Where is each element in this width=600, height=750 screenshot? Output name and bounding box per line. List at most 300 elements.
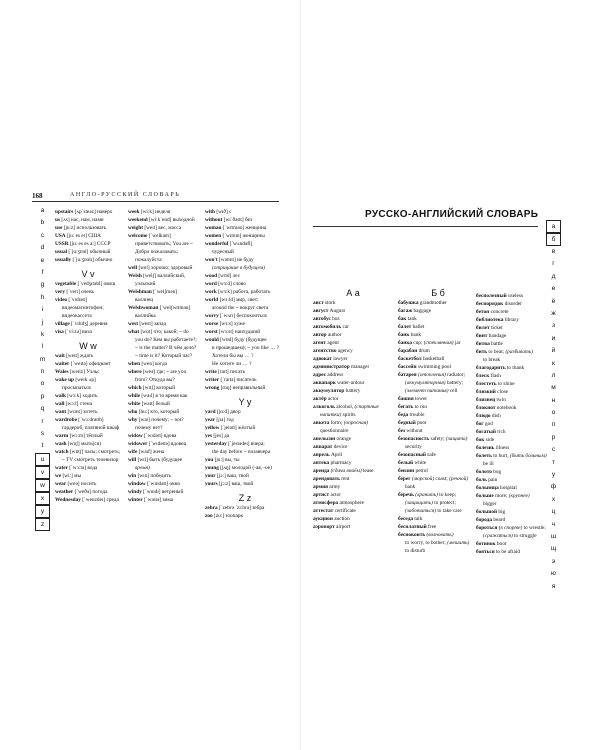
translation: [ˈvedʒɪtəbl] овощ: [76, 281, 116, 287]
headword: бинт: [476, 333, 488, 339]
dictionary-entry: [398, 371, 478, 379]
headword: алкоголь: [313, 404, 335, 410]
dictionary-entry: [205, 272, 285, 280]
translation: [jɪə] год: [215, 417, 234, 423]
translation: to hurt,: [491, 453, 509, 459]
entry-continuation: [398, 547, 478, 555]
dictionary-entry: [398, 467, 478, 475]
dictionary-entry: [128, 232, 200, 240]
usage-note: (элемент питания): [405, 388, 449, 394]
dictionary-entry: [476, 348, 542, 356]
entry-column-1: [55, 208, 121, 504]
translation: more;: [493, 493, 508, 499]
translation: white: [413, 460, 427, 466]
headword: us: [55, 217, 61, 223]
headword: won't: [205, 257, 218, 263]
translation: to run: [413, 404, 428, 410]
headword: агент: [313, 340, 326, 346]
translation: [ju:z] использовать: [62, 225, 107, 231]
translation: [ˈwelʃmən]: [151, 289, 177, 295]
dictionary-entry: [476, 316, 542, 324]
alphabet-tab: з: [551, 322, 556, 330]
dictionary-entry: [398, 451, 478, 459]
translation: to take care: [436, 508, 462, 514]
translation: [wɔ:l] стена: [64, 401, 92, 407]
headword: аэропорт: [313, 524, 335, 530]
entry-continuation: [398, 539, 478, 547]
translation: [weə] где; ~ are you: [141, 369, 187, 375]
dictionary-entry: [128, 368, 200, 376]
usage-note: (аккумуляторная): [405, 380, 446, 386]
headword: больше: [476, 493, 494, 499]
translation: [wɜ:st] наихудший: [217, 329, 261, 335]
translation: beard: [492, 517, 506, 523]
headword: беречь: [398, 492, 414, 498]
usage-note: (защита): [444, 436, 468, 442]
dictionary-entry: [476, 468, 542, 476]
headword: блюдо: [476, 413, 491, 419]
dictionary-entry: [55, 216, 121, 224]
dictionary-entry: [128, 328, 200, 336]
translation: swimming pool: [416, 364, 451, 370]
headword: wardrobe: [55, 417, 77, 423]
usage-note: (заботиться): [405, 508, 437, 514]
translation: [wɪtʃ] который: [141, 385, 176, 391]
translation: bank: [405, 484, 416, 490]
translation: [ʌpˈsteəz] наверх: [73, 209, 113, 215]
entry-column-3: [205, 208, 285, 520]
dictionary-entry: [128, 320, 200, 328]
dictionary-entry: [476, 540, 542, 548]
translation: ~ TV смотреть телевизор: [62, 457, 119, 463]
usage-note: (отрицание в будущем): [212, 265, 265, 271]
translation: [wɜ:d] слово: [216, 281, 246, 287]
translation: car: [341, 324, 349, 330]
translation: radiator;: [445, 372, 466, 378]
entry-continuation: [55, 312, 121, 320]
dictionary-entry: [313, 523, 393, 531]
usage-note: (речной): [447, 476, 469, 482]
dictionary-entry: [313, 331, 393, 339]
translation: [wel] хорошо; здоровый: [137, 265, 193, 271]
headword: автобус: [313, 316, 331, 322]
alphabet-tab: ш: [550, 532, 557, 540]
dictionary-entry: [128, 288, 200, 296]
translation: [hu:] кто, который: [137, 409, 180, 415]
alphabet-tabs-russian: [546, 220, 561, 593]
dictionary-entry: [55, 360, 121, 368]
headword: администратор: [313, 364, 350, 370]
dictionary-entry: [55, 392, 121, 400]
headword: аукцион: [313, 516, 333, 522]
dictionary-entry: [205, 240, 285, 248]
dictionary-entry: [313, 403, 393, 411]
translation: [ˈwɪmɪn] женщины: [221, 233, 265, 239]
dictionary-entry: [205, 368, 285, 376]
alphabet-tab: к: [552, 359, 555, 367]
alphabet-tab: v: [35, 466, 50, 479]
translation: [ˈwʊmən] женщина: [221, 225, 267, 231]
headword: банк: [398, 332, 410, 338]
translation: drum: [417, 348, 430, 354]
dictionary-entry: [205, 328, 285, 336]
dictionary-entry: [313, 323, 393, 331]
entry-continuation: [128, 280, 200, 288]
dictionary-entry: [55, 376, 121, 384]
translation: to break: [483, 357, 501, 363]
headword: wear: [55, 481, 67, 487]
translation: form;: [329, 420, 343, 426]
headword: waiter: [55, 361, 70, 367]
alphabet-tab: с: [551, 446, 556, 454]
headword: берег: [398, 476, 411, 482]
translation: spirits: [341, 412, 356, 418]
dictionary-entry: [398, 515, 478, 523]
headword: болото: [476, 469, 492, 475]
translation: [ˈwɪdəʊ] вдова: [142, 433, 177, 439]
dictionary-entry: [476, 428, 542, 436]
headword: very: [55, 289, 65, 295]
translation: уэльский: [135, 281, 156, 287]
usage-note: (опросная): [342, 420, 368, 426]
translation: [jɔ:z] ваш, твой: [217, 481, 254, 487]
dictionary-entry: [128, 224, 200, 232]
translation: [wɜ:s] хуже: [218, 321, 245, 327]
translation: dish: [490, 413, 501, 419]
dictionary-entry: [476, 372, 542, 380]
headword: video: [55, 297, 68, 303]
headword: Welshwoman: [128, 305, 159, 311]
translation: hospital: [498, 485, 517, 491]
headword: болезнь: [476, 445, 495, 451]
translation: agency: [336, 348, 353, 354]
dictionary-entry: [128, 440, 200, 448]
dictionary-entry: [313, 467, 393, 475]
usage-note: (волновать): [425, 532, 454, 538]
headword: баскетбол: [398, 356, 422, 362]
entry-continuation: [128, 336, 200, 344]
headword: блестеть: [476, 381, 497, 387]
dictionary-entry: [476, 332, 542, 340]
translation: [ˈwʌndəfl]: [228, 241, 253, 247]
translation: [weɪlz] Уэльс: [68, 369, 100, 375]
alphabet-tab: c: [40, 231, 45, 239]
translation: around the ~ вокруг света: [212, 305, 269, 311]
headword: благодарить: [476, 365, 506, 371]
dictionary-entry: [476, 340, 542, 348]
dictionary-entry: [313, 307, 393, 315]
headword: usually: [55, 257, 72, 263]
usage-note: (отопления): [416, 372, 446, 378]
usage-note: (сражаться): [483, 533, 513, 539]
dictionary-entry: [128, 472, 200, 480]
entry-continuation: [476, 356, 542, 364]
translation: Добро пожаловать;: [135, 249, 179, 255]
translation: to be afraid: [494, 549, 521, 555]
headword: wood: [205, 273, 218, 279]
translation: author: [326, 332, 342, 338]
entry-continuation: [128, 376, 200, 384]
alphabet-tab: п: [551, 421, 556, 429]
translation: [ˈwɪdəʊə] вдовец: [147, 441, 187, 447]
dictionary-entry: [398, 331, 478, 339]
headword: world: [205, 297, 219, 303]
dictionary-entry: [55, 248, 121, 256]
dictionary-entry: [128, 360, 200, 368]
translation: ticket: [489, 325, 503, 331]
dictionary-entry: [128, 496, 200, 504]
translation: alcohol,: [334, 404, 354, 410]
translation: [jes] да: [212, 433, 230, 439]
alphabet-tab: e: [40, 256, 45, 264]
dictionary-entry: [205, 376, 285, 384]
translation: airport: [334, 524, 351, 530]
dictionary-entry: [476, 484, 542, 492]
alphabet-tab: g: [40, 281, 45, 289]
entry-continuation: [398, 443, 478, 451]
dictionary-entry: [313, 355, 393, 363]
translation: [ˈwelʃwʊmən]: [158, 305, 191, 311]
header-rule: [32, 201, 279, 202]
translation: library: [503, 317, 519, 323]
translation: [jɑ:d] двор: [215, 409, 241, 415]
dictionary-entry: [128, 448, 200, 456]
translation: actor: [329, 492, 342, 498]
headword: write: [205, 369, 217, 375]
dictionary-entry: [205, 312, 285, 320]
headword: who: [128, 409, 138, 415]
headword: woman: [205, 225, 222, 231]
alphabet-tab: ф: [550, 483, 557, 491]
dictionary-entry: [128, 416, 200, 424]
dictionary-entry: [476, 452, 547, 460]
headword: артист: [313, 492, 330, 498]
translation: to disturb: [405, 548, 426, 554]
entry-continuation: [205, 304, 285, 312]
dictionary-entry: [55, 240, 121, 248]
dictionary-entry: [398, 523, 478, 531]
translation: water-ardour: [335, 380, 365, 386]
translation: free: [426, 524, 437, 530]
headword: близкий: [476, 389, 496, 395]
entry-continuation: [398, 379, 478, 387]
translation: bog: [491, 469, 502, 475]
headword: weight: [128, 225, 144, 231]
headword: библиотека: [476, 317, 504, 323]
entry-column-2: [128, 208, 200, 504]
usage-note: (мешать): [445, 540, 470, 546]
dictionary-entry: [476, 380, 542, 388]
translation: close: [495, 389, 509, 395]
dictionary-entry: [398, 419, 478, 427]
dictionary-entry: [205, 440, 285, 448]
headword: борода: [476, 517, 492, 523]
dictionary-entry: [313, 515, 393, 523]
letter-heading: W w: [79, 341, 97, 351]
translation: without: [405, 428, 423, 434]
dictionary-entry: [476, 412, 542, 420]
dictionary-entry: [128, 392, 200, 400]
translation: [ˈwɪndɪ] ветреный: [141, 489, 184, 495]
translation: side: [484, 437, 495, 443]
translation: pharmacy: [329, 460, 352, 466]
translation: ~ time is it? Который час?: [135, 353, 193, 359]
dictionary-entry: [55, 232, 121, 240]
alphabet-tab: n: [40, 368, 45, 376]
dictionary-entry: [313, 379, 393, 387]
headword: upstairs: [55, 209, 74, 215]
headword: will: [128, 457, 137, 463]
alphabet-tab: p: [40, 392, 45, 400]
translation: [waɪf] жена: [137, 449, 165, 455]
dictionary-entry: [55, 480, 121, 488]
translation: [west] запад: [138, 321, 167, 327]
dictionary-entry: [313, 435, 393, 443]
translation: [wɪn] победить: [136, 473, 172, 479]
alphabet-tab: o: [40, 380, 45, 388]
entry-continuation: [128, 344, 200, 352]
dictionary-entry: [398, 339, 478, 347]
translation: в прошедшем); ~ you like … ?: [212, 345, 280, 351]
headword: wrong: [205, 385, 220, 391]
headword: while: [128, 393, 141, 399]
translation: [wɔ:m] тёплый: [68, 433, 103, 439]
translation: [ˈjeləʊ] жёлтый: [219, 425, 256, 431]
dictionary-entry: [128, 456, 200, 464]
headword: беспокоить: [398, 532, 426, 538]
headword: west: [128, 321, 139, 327]
dictionary-entry: [398, 411, 478, 419]
entry-continuation: [476, 532, 542, 540]
dictionary-entry: [398, 403, 478, 411]
headword: why: [128, 417, 138, 423]
headword: worst: [205, 329, 218, 335]
alphabet-tab: s: [40, 430, 45, 438]
dictionary-entry: [313, 395, 393, 403]
headword: блеск: [476, 373, 490, 379]
usage-note: (сдача внаём): [329, 468, 362, 474]
dictionary-entry: [398, 315, 478, 323]
translation: address: [326, 372, 344, 378]
usage-note: (крупнее): [507, 493, 530, 499]
dictionary-entry: [55, 416, 121, 424]
letter-heading: V v: [81, 269, 95, 279]
headword: бензин: [398, 468, 415, 474]
dictionary-entry: [476, 492, 542, 500]
alphabet-tab: е: [551, 285, 556, 293]
translation: [wɪˈðaʊt] без: [222, 217, 253, 223]
dictionary-entry: [205, 224, 285, 232]
translation: [ˈvɪlɪdʒ] деревня: [69, 321, 108, 327]
headword: адвокат: [313, 356, 332, 362]
alphabet-tab: щ: [550, 545, 557, 553]
alphabet-tab: г: [552, 260, 555, 268]
translation: [wʊd] лес: [217, 273, 241, 279]
headword: village: [55, 321, 70, 327]
translation: big: [497, 509, 506, 515]
dictionary-entry: [313, 299, 393, 307]
translation: [ju: es es a:] СССР: [68, 241, 111, 247]
headword: беспорядок: [476, 301, 504, 307]
dictionary-entry: [128, 208, 200, 216]
dictionary-entry: [398, 355, 478, 363]
translation: [ˈwelkəm]: [147, 233, 171, 239]
translation: trouble: [408, 412, 425, 418]
headword: битва: [476, 341, 490, 347]
headword: yesterday: [205, 441, 227, 447]
headword: women: [205, 233, 222, 239]
translation: [wʊd] буду (будущее: [218, 337, 267, 343]
entry-continuation: [398, 387, 478, 395]
dictionary-entry: [128, 400, 200, 408]
dictionary-entry: [205, 464, 285, 472]
translation: [ˈzebrə ˈzi:brə] зебра: [217, 505, 265, 511]
dictionary-entry: [205, 288, 285, 296]
dictionary-entry: [55, 488, 121, 496]
headword: yes: [205, 433, 213, 439]
headword: widower: [128, 441, 148, 447]
headword: бассейн: [398, 364, 417, 370]
dictionary-entry: [55, 368, 121, 376]
translation: to beat;: [487, 349, 505, 355]
translation: rent: [339, 476, 350, 482]
headword: беда: [398, 412, 409, 418]
alphabet-tab: х: [551, 495, 556, 503]
translation: [weə] носить: [66, 481, 97, 487]
dictionary-entry: [476, 364, 542, 372]
translation: pain: [486, 477, 498, 483]
translation: to protect;: [432, 500, 456, 506]
headword: visa: [55, 329, 64, 335]
translation: [ˈwenzdeɪ] среда: [80, 497, 119, 503]
alphabet-tab: f: [41, 268, 44, 276]
translation: to thank: [505, 365, 525, 371]
letter-heading: А а: [346, 288, 360, 298]
alphabet-tab: d: [40, 244, 45, 252]
headword: without: [205, 217, 223, 223]
dictionary-entry: [398, 363, 478, 371]
dictionary-entry: [55, 280, 121, 288]
dictionary-entry: [398, 347, 478, 355]
headword: work: [205, 289, 217, 295]
entry-continuation: [128, 464, 200, 472]
dictionary-entry: [398, 307, 478, 315]
translation: [ˈjestədeɪ] вчера;: [226, 441, 265, 447]
alphabet-tab: b: [40, 219, 45, 227]
translation: tank: [406, 316, 417, 322]
translation: [wɒʃ] мыть(ся): [66, 441, 101, 447]
alphabet-tab: r: [41, 417, 44, 425]
alphabet-tab: д: [551, 272, 556, 280]
translation: security: [405, 444, 422, 450]
translation: [wɔ:k] ходить: [65, 393, 98, 399]
translation: to worry, to bother;: [405, 540, 446, 546]
dictionary-entry: [398, 435, 478, 443]
dictionary-entry: [313, 339, 393, 347]
translation: [ˈraɪtə] писатель: [219, 377, 257, 383]
dictionary-entry: [476, 324, 542, 332]
headword: yard: [205, 409, 216, 415]
dictionary-entry: [313, 443, 393, 451]
headword: белый: [398, 460, 414, 466]
translation: [jʌŋ] молодой (-ая, -ое): [218, 465, 272, 471]
dictionary-entry: [476, 516, 542, 524]
dictionary-entry: [205, 416, 285, 424]
dictionary-entry: [55, 224, 121, 232]
translation: flash: [489, 373, 501, 379]
translation: agent: [326, 340, 339, 346]
translation: bigger: [483, 501, 497, 507]
